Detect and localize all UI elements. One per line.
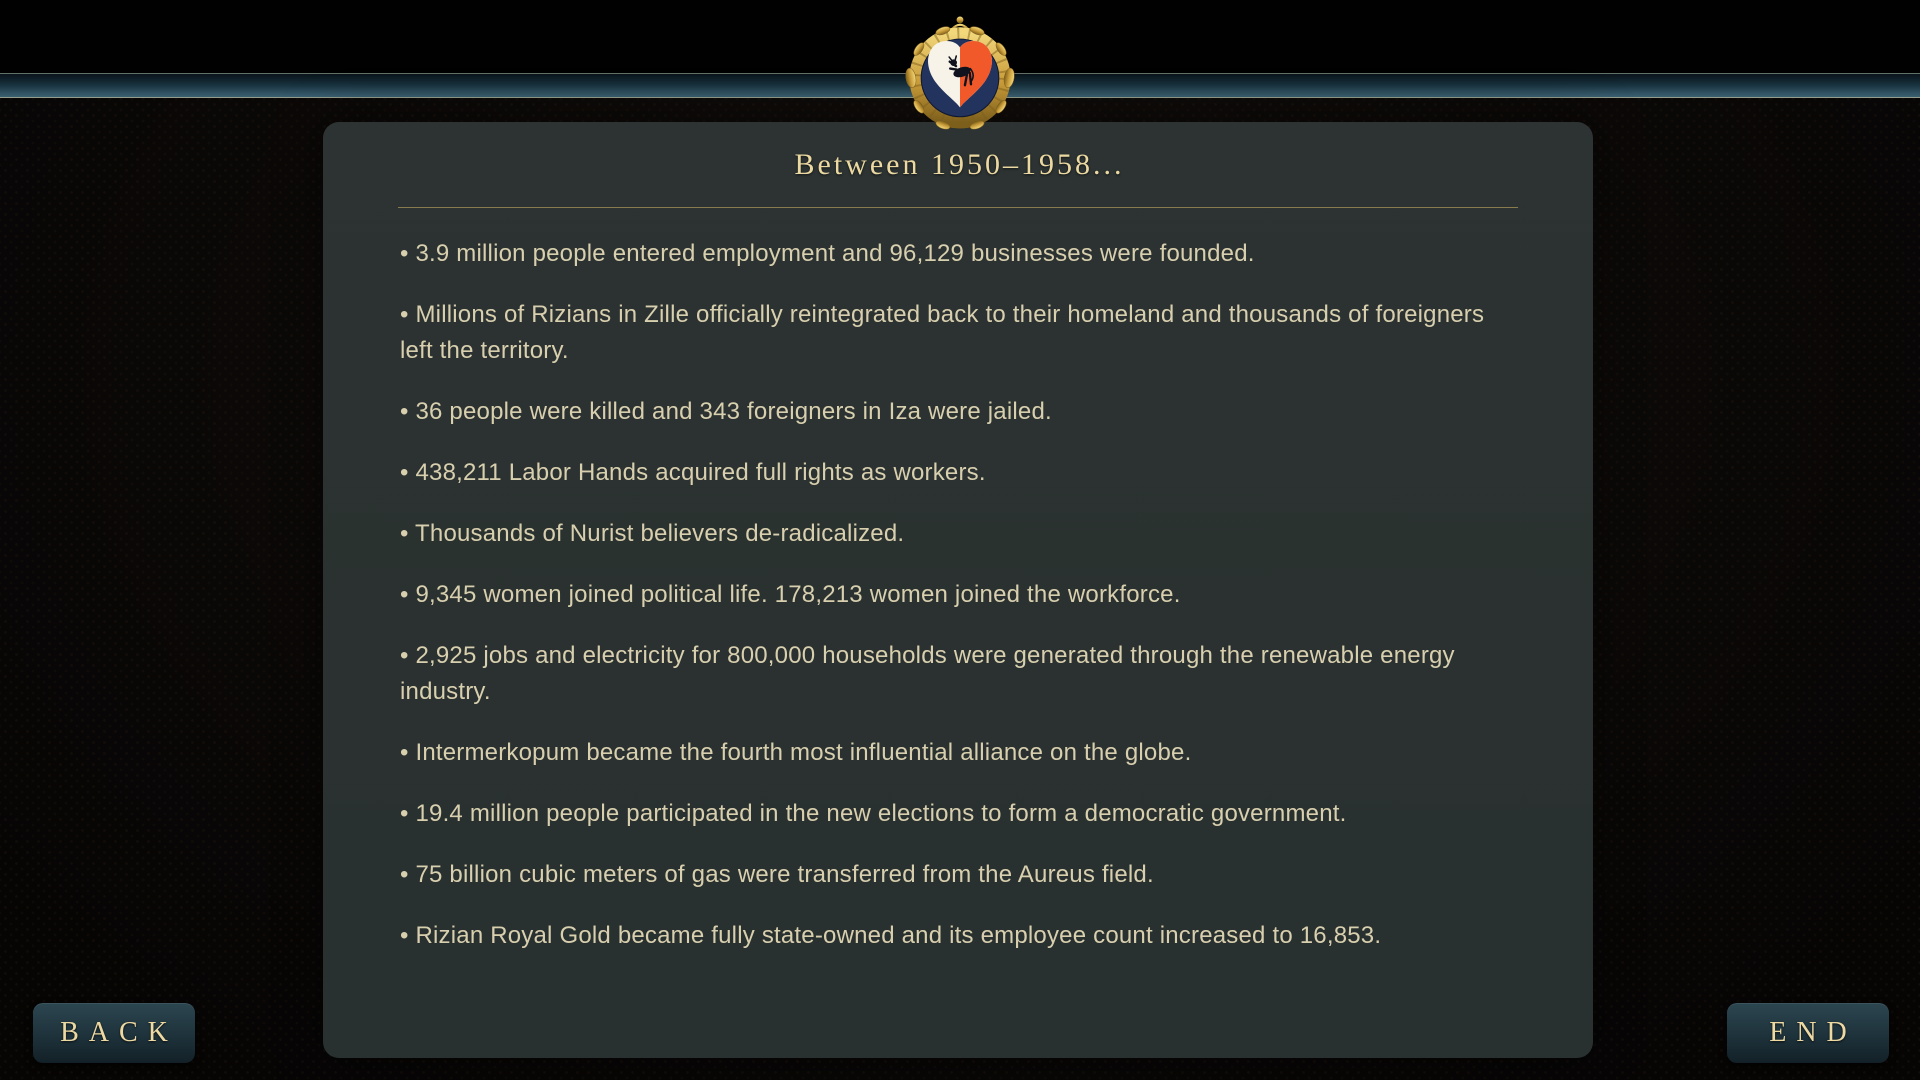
summary-bullet: • 438,211 Labor Hands acquired full rights as workers. xyxy=(400,459,986,486)
national-emblem-icon xyxy=(901,12,1019,132)
summary-bullet: • 19.4 million people participated in the new elections to form a democratic government. xyxy=(400,800,1347,827)
summary-bullet: • 3.9 million people entered employment and 96,129 businesses were founded. xyxy=(400,240,1255,267)
summary-panel xyxy=(323,122,1593,1058)
summary-bullet: • 36 people were killed and 343 foreigners in Iza were jailed. xyxy=(400,398,1052,425)
summary-bullet-list xyxy=(400,236,1510,954)
title-divider xyxy=(398,207,1518,208)
end-button[interactable] xyxy=(1727,1003,1889,1063)
summary-bullet: • 75 billion cubic meters of gas were transferred from the Aureus field. xyxy=(400,861,1154,888)
back-button[interactable] xyxy=(33,1003,195,1063)
page-title: Between 1950–1958... xyxy=(794,148,1125,181)
summary-bullet: • Rizian Royal Gold became fully state-owned and its employee count increased to 16,853. xyxy=(400,922,1382,949)
end-button-label: END xyxy=(1769,1017,1857,1048)
summary-bullet: • Thousands of Nurist believers de-radicalized. xyxy=(400,520,905,547)
summary-bullet: • 2,925 jobs and electricity for 800,000 households were generated through the renewable energy industry. xyxy=(400,642,1455,705)
summary-bullet: • Intermerkopum became the fourth most influential alliance on the globe. xyxy=(400,739,1192,766)
summary-bullet: • Millions of Rizians in Zille officially reintegrated back to their homeland and thousands of foreigners left the territory. xyxy=(400,301,1485,364)
summary-bullet: • 9,345 women joined political life. 178,213 women joined the workforce. xyxy=(400,581,1181,608)
back-button-label: BACK xyxy=(60,1017,178,1048)
